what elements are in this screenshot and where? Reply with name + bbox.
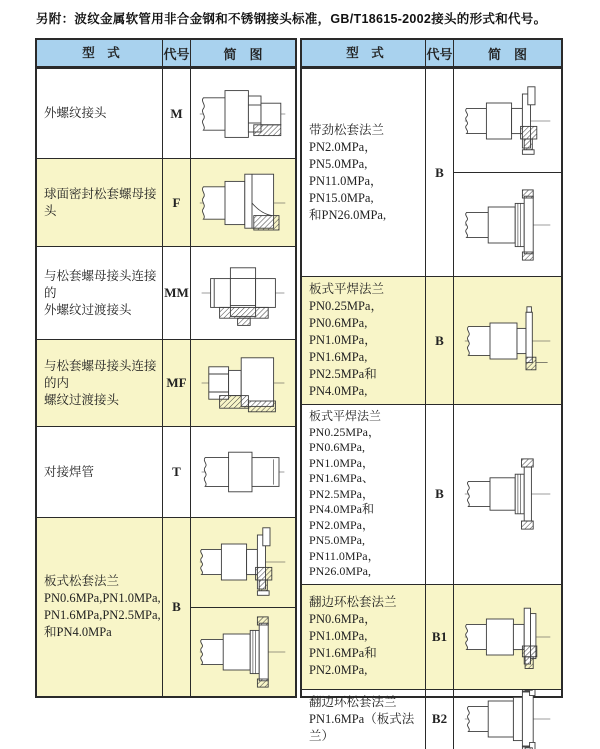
fitting-code: B [163, 518, 191, 696]
type-line: 和PN26.0MPa, [309, 207, 387, 222]
fitting-code: M [163, 69, 191, 158]
spherical-loose-nut-fitting-diagram [191, 159, 295, 246]
type-line: PN0.6MPa,PN1.0MPa, [44, 591, 161, 605]
type-line: PN0.6MPa，PN1.0MPa, [309, 612, 377, 643]
header-type: 型 式 [37, 40, 163, 66]
diagram-cell [454, 69, 561, 276]
header-code: 代号 [163, 40, 191, 66]
type-line: 板式平焊法兰 [309, 282, 385, 296]
header-diagram: 简 图 [223, 46, 263, 62]
table-header-row [37, 40, 295, 68]
male-thread-fitting-diagram [191, 69, 295, 158]
fitting-type-text [37, 340, 163, 426]
type-line: PN1.6MPa,PN2.5MPa, [44, 608, 161, 622]
fitting-type-text [37, 69, 163, 158]
type-line: PN2.5MPa和PN4.0MPa, [309, 367, 377, 398]
fitting-code: B1 [426, 585, 454, 689]
type-line: PN2.5MPa，PN4.0MPa和 [309, 486, 375, 516]
diagram-cell [454, 585, 561, 689]
type-line: PN11.0MPa，PN26.0MPa, [309, 548, 380, 578]
fitting-type-text [37, 247, 163, 339]
type-line: 板式松套法兰 [44, 574, 120, 588]
header-diagram: 简 图 [487, 46, 527, 62]
plate-loose-flange-bolt-top-diagram [191, 518, 295, 607]
fitting-code: B2 [426, 690, 454, 749]
type-line: 外螺纹接头 [44, 106, 107, 120]
table-row [37, 339, 295, 426]
fitting-table-right [300, 38, 563, 743]
type-line: 翻边环松套法兰 [309, 595, 397, 609]
page-title: 另附：波纹金属软管用非合金钢和不锈钢接头标准，GB/T18615-2002接头的形式和代号。 [36, 12, 547, 26]
fitting-code: B [426, 69, 454, 276]
table-row [37, 426, 295, 517]
type-line: 带劲松套法兰 [309, 122, 385, 137]
type-line: 螺纹过渡接头 [44, 392, 120, 407]
fitting-type-text [37, 159, 163, 246]
type-line: PN11.0MPa，PN15.0MPa, [309, 173, 383, 205]
diagram-cell [191, 69, 295, 158]
type-line: 球面密封松套螺母接头 [44, 186, 157, 218]
header-type: 型 式 [302, 40, 426, 66]
table-row [37, 246, 295, 339]
diagram-cell [191, 247, 295, 339]
fitting-table-left [35, 38, 297, 698]
weld-flange-single-diagram [454, 277, 561, 404]
fitting-type-text [37, 427, 163, 517]
diagram-cell [454, 405, 561, 584]
type-line: PN1.0MPa，PN1.6MPa、 [309, 455, 375, 485]
type-line: 和PN4.0MPa [44, 625, 112, 639]
flanged-ring-loose-flange-diagram [454, 585, 561, 689]
fitting-type-text [302, 405, 426, 584]
type-line: 与松套螺母接头连接的内 [44, 358, 157, 390]
fitting-type-text [302, 277, 426, 404]
fitting-code: MF [163, 340, 191, 426]
table-row [302, 68, 561, 276]
type-line: PN2.0MPa，PN5.0MPa, [309, 139, 377, 171]
diagram-cell [191, 159, 295, 246]
male-female-transition-fitting-diagram [191, 340, 295, 426]
fitting-code: T [163, 427, 191, 517]
table-row [302, 404, 561, 584]
plate-loose-flange-bolt-top-diagram [454, 69, 561, 172]
fitting-type-text [37, 518, 163, 696]
fitting-code: MM [163, 247, 191, 339]
fitting-type-text [302, 69, 426, 276]
type-line: 翻边环松套法兰 [309, 694, 397, 709]
type-line: PN1.0MPa，PN1.6MPa, [309, 333, 377, 364]
fitting-code: B [426, 405, 454, 584]
type-line: PN0.25MPa，PN0.6MPa, [309, 299, 383, 330]
plate-loose-flange-bolts-diagram [454, 172, 561, 276]
weld-flange-bolts-diagram [454, 405, 561, 584]
butt-weld-pipe-diagram [191, 427, 295, 517]
table-row [37, 68, 295, 158]
type-line: 板式平焊法兰 [309, 409, 382, 423]
table-row [37, 517, 295, 696]
type-line: 对接焊管 [44, 464, 95, 479]
type-line: 外螺纹过渡接头 [44, 302, 132, 317]
fitting-code: F [163, 159, 191, 246]
table-row [37, 158, 295, 246]
table-row [302, 584, 561, 689]
type-line: 与松套螺母接头连接的 [44, 268, 157, 300]
fitting-type-text [302, 585, 426, 689]
fitting-code: B [426, 277, 454, 404]
table-row [302, 276, 561, 404]
type-line: PN1.6MPa和PN2.0MPa, [309, 646, 377, 677]
table-header-row [302, 40, 561, 68]
plate-loose-flange-bolts-diagram [191, 607, 295, 697]
diagram-cell [191, 518, 295, 696]
header-code: 代号 [426, 40, 454, 66]
diagram-cell [191, 340, 295, 426]
diagram-cell [191, 427, 295, 517]
type-line: PN1.6MPa（板式法兰） [309, 711, 415, 743]
male-male-transition-fitting-diagram [191, 247, 295, 339]
type-line: PN0.25MPa，PN0.6MPa, [309, 424, 381, 454]
type-line: PN2.0MPa，PN5.0MPa, [309, 517, 375, 547]
diagram-cell [454, 277, 561, 404]
